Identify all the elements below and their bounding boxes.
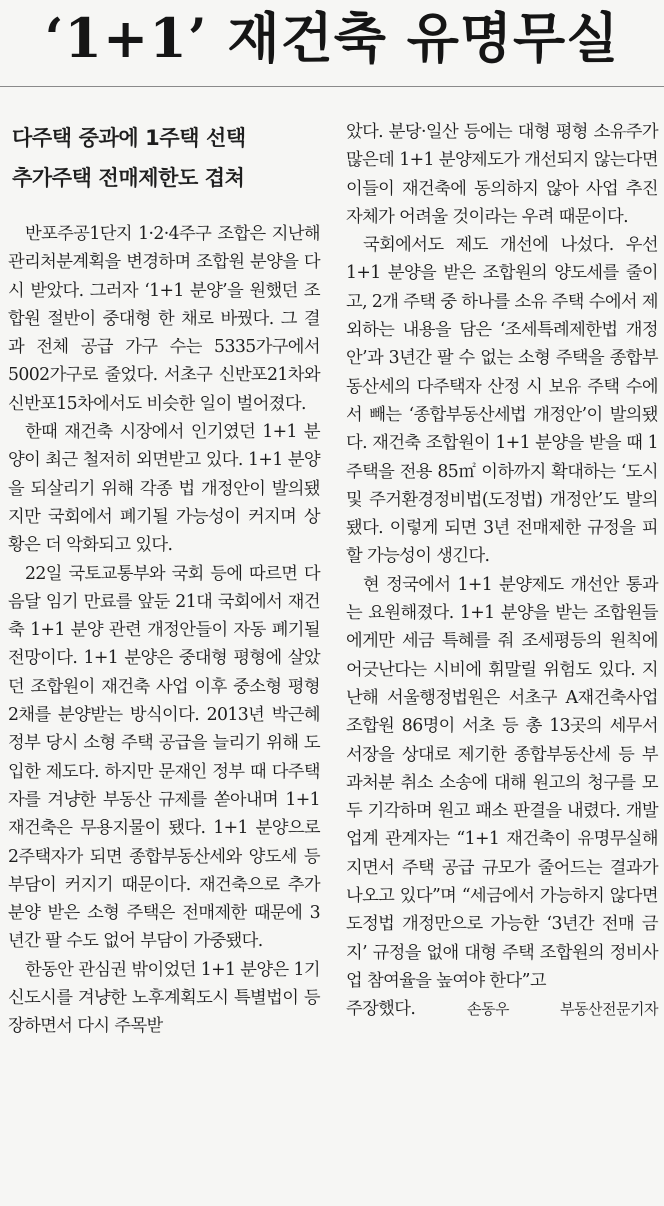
paragraph-3: 22일 국토교통부와 국회 등에 따르면 다음달 임기 만료를 앞둔 21대 국회에서 재건축 1+1 분양 관련 개정안들이 자동 폐기될 전망이다. 1+1 분양은 중대형 평형에 살았던 조합원이 재건축 사업 이후 중소형 평형 2채를 분양받는 방식이다. 2013년 박근혜 정부 당시 소형 주택 공급을 늘리기 위해 도입한 제도다. 하지만 문재인 정부 때 다주택자를 겨냥한 부동산 규제를 쏟아내며 1+1 재건축은 무용지물이 됐다. 1+1 분양으로 2주택자가 되면 종합부동산세와 양도세 등 부담이 커지기 때문이다. 재건축으로 추가 분양 받은 소형 주택은 전매제한 때문에 3년간 팔 수도 없어 부담이 가중됐다.	[8, 563, 320, 952]
paragraph-1: 반포주공1단지 1·2·4주구 조합은 지난해 관리처분계획을 변경하며 조합원 분양을 다시 받았다. 그러자 ‘1+1 분양’을 원했던 조합원 절반이 중대형 한 채로 바꿨다. 그 결과 전체 공급 가구 수는 5335가구에서 5002가구로 줄었다. 서초구 신반포21차와 신반포15차에서도 비슷한 일이 벌어졌다.	[8, 224, 320, 414]
paragraph-4-continued: 았다. 분당·일산 등에는 대형 평형 소유주가 많은데 1+1 분양제도가 개선되지 않는다면 이들이 재건축에 동의하지 않아 사업 추진 자체가 어려울 것이라는 우려 때문이다.	[346, 122, 658, 227]
article-column-left	[8, 118, 320, 1041]
headline: ‘1+1’ 재건축 유명무실	[44, 6, 620, 70]
paragraph-5: 국회에서도 제도 개선에 나섰다. 우선 1+1 분양을 받은 조합원의 양도세를 줄이고, 2개 주택 중 하나를 소유 주택 수에서 제외하는 내용을 담은 ‘조세특례제한법 개정안’과 3년간 팔 수 없는 소형 주택을 종합부동산세의 다주택자 산정 시 보유 주택 수에서 빼는 ‘종합부동산세법 개정안’이 발의됐다. 재건축 조합원이 1+1 분양을 받을 때 1주택을 전용 85㎡ 이하까지 확대하는 ‘도시 및 주거환경정비법(도정법) 개정안’도 발의됐다. 이렇게 되면 3년 전매제한 규정을 피할 가능성이 생긴다.	[346, 235, 658, 567]
paragraph-6: 현 정국에서 1+1 분양제도 개선안 통과는 요원해졌다. 1+1 분양을 받는 조합원들에게만 세금 특혜를 줘 조세평등의 원칙에 어긋난다는 시비에 휘말릴 위험도 있다. 지난해 서울행정법원은 서초구 A재건축사업 조합원 86명이 서초 등 총 13곳의 세무서 서장을 상대로 제기한 종합부동산세 등 부과처분 취소 소송에 대해 원고의 청구를 모두 기각하며 원고 패소 판결을 내렸다. 개발업계 관계자는 “1+1 재건축이 유명무실해지면서 주택 공급 규모가 줄어드는 결과가 나오고 있다”며 “세금에서 가능하지 않다면 도정법 개정만으로 가능한 ‘3년간 전매 금지’ 규정을 없애 대형 주택 조합원의 정비사업 참여율을 높여야 한다”고	[346, 574, 658, 991]
paragraph-2: 한때 재건축 시장에서 인기였던 1+1 분양이 최근 철저히 외면받고 있다. 1+1 분양을 되살리기 위해 각종 법 개정안이 발의됐지만 국회에서 폐기될 가능성이 커지며 상황은 더 악화되고 있다.	[8, 422, 320, 556]
closing-line	[346, 995, 658, 1023]
subheadline-line-1: 다주택 중과에 1주택 선택	[12, 126, 246, 150]
subheadline-line-2: 추가주택 전매제한도 겹쳐	[12, 166, 245, 190]
paragraph-4: 한동안 관심권 밖이었던 1+1 분양은 1기 신도시를 겨냥한 노후계획도시 특별법이 등장하면서 다시 주목받	[8, 959, 320, 1037]
closing-text: 주장했다.	[346, 999, 416, 1020]
subheadline	[8, 118, 320, 198]
byline: 손동우 부동산전문기자	[467, 1000, 658, 1019]
headline-divider	[0, 86, 664, 87]
article-column-right	[346, 118, 658, 1024]
